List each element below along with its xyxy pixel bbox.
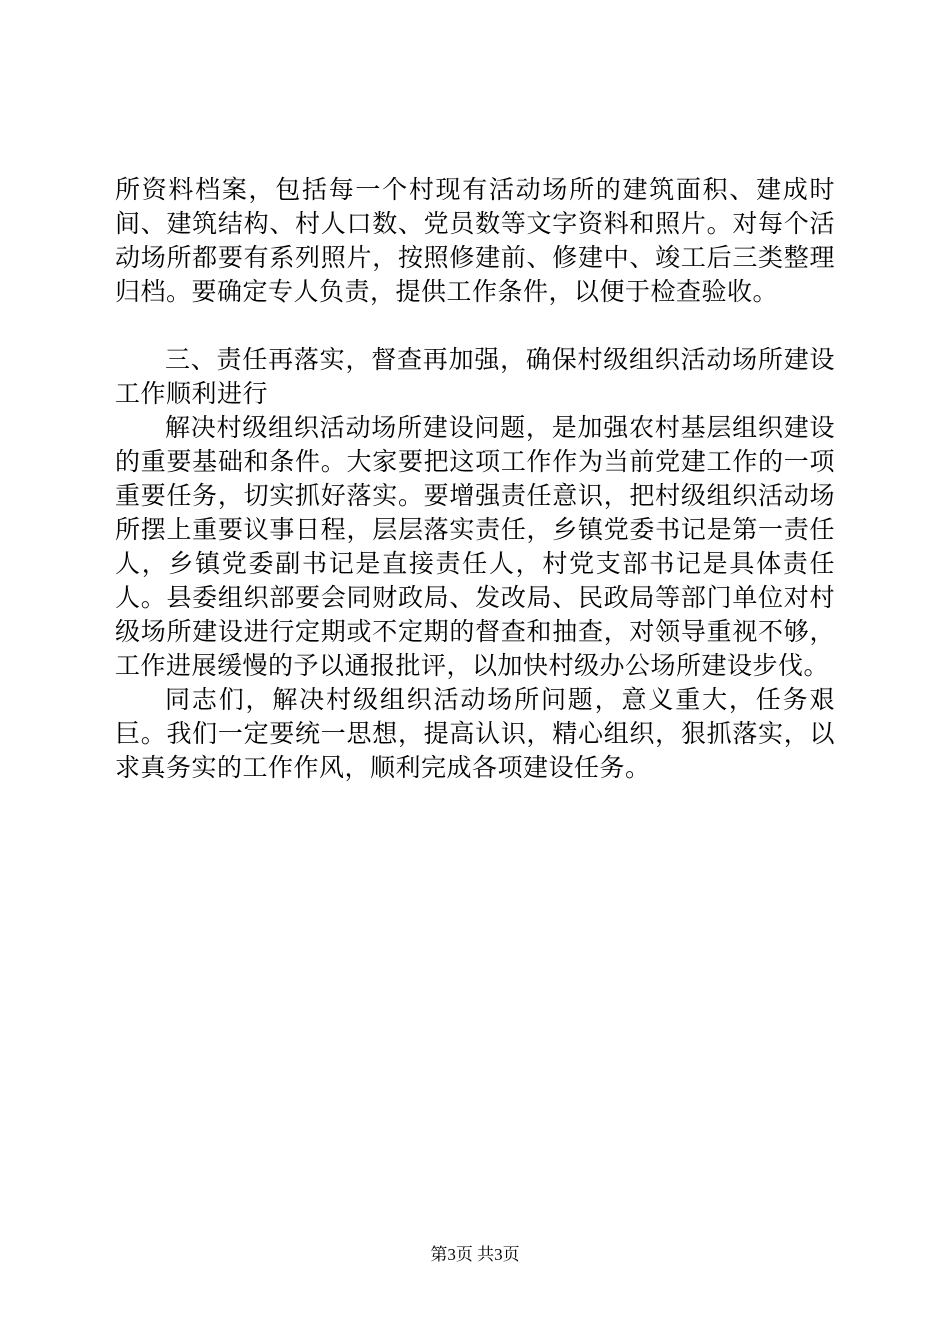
- page-number-footer: 第3页 共3页: [430, 1245, 520, 1264]
- paragraph-closing: 同志们，解决村级组织活动场所问题，意义重大，任务艰巨。我们一定要统一思想，提高认识，精心组织，狠抓落实，以求真务实的工作作风，顺利完成各项建设任务。: [115, 685, 835, 782]
- paragraph-archive-continuation: 所资料档案，包括每一个村现有活动场所的建筑面积、建成时间、建筑结构、村人口数、党员数等文字资料和照片。对每个活动场所都要有系列照片，按照修建前、修建中、竣工后三类整理归档。要确定专人负责，提供工作条件，以便于检查验收。: [115, 175, 835, 306]
- paragraph-responsibility: 解决村级组织活动场所建设问题，是加强农村基层组织建设的重要基础和条件。大家要把这项工作作为当前党建工作的一项重要任务，切实抓好落实。要增强责任意识，把村级组织活动场所摆上重要议事日程，层层落实责任，乡镇党委书记是第一责任人，乡镇党委副书记是直接责任人，村党支部书记是具体责任人。县委组织部要会同财政局、发改局、民政局等部门单位对村级场所建设进行定期或不定期的督查和抽查，对领导重视不够，工作进展缓慢的予以通报批评，以加快村级办公场所建设步伐。: [115, 413, 835, 680]
- paragraph-gap: [115, 309, 835, 343]
- section-heading-three: 三、责任再落实，督查再加强，确保村级组织活动场所建设工作顺利进行: [115, 345, 835, 408]
- document-body: [115, 173, 835, 785]
